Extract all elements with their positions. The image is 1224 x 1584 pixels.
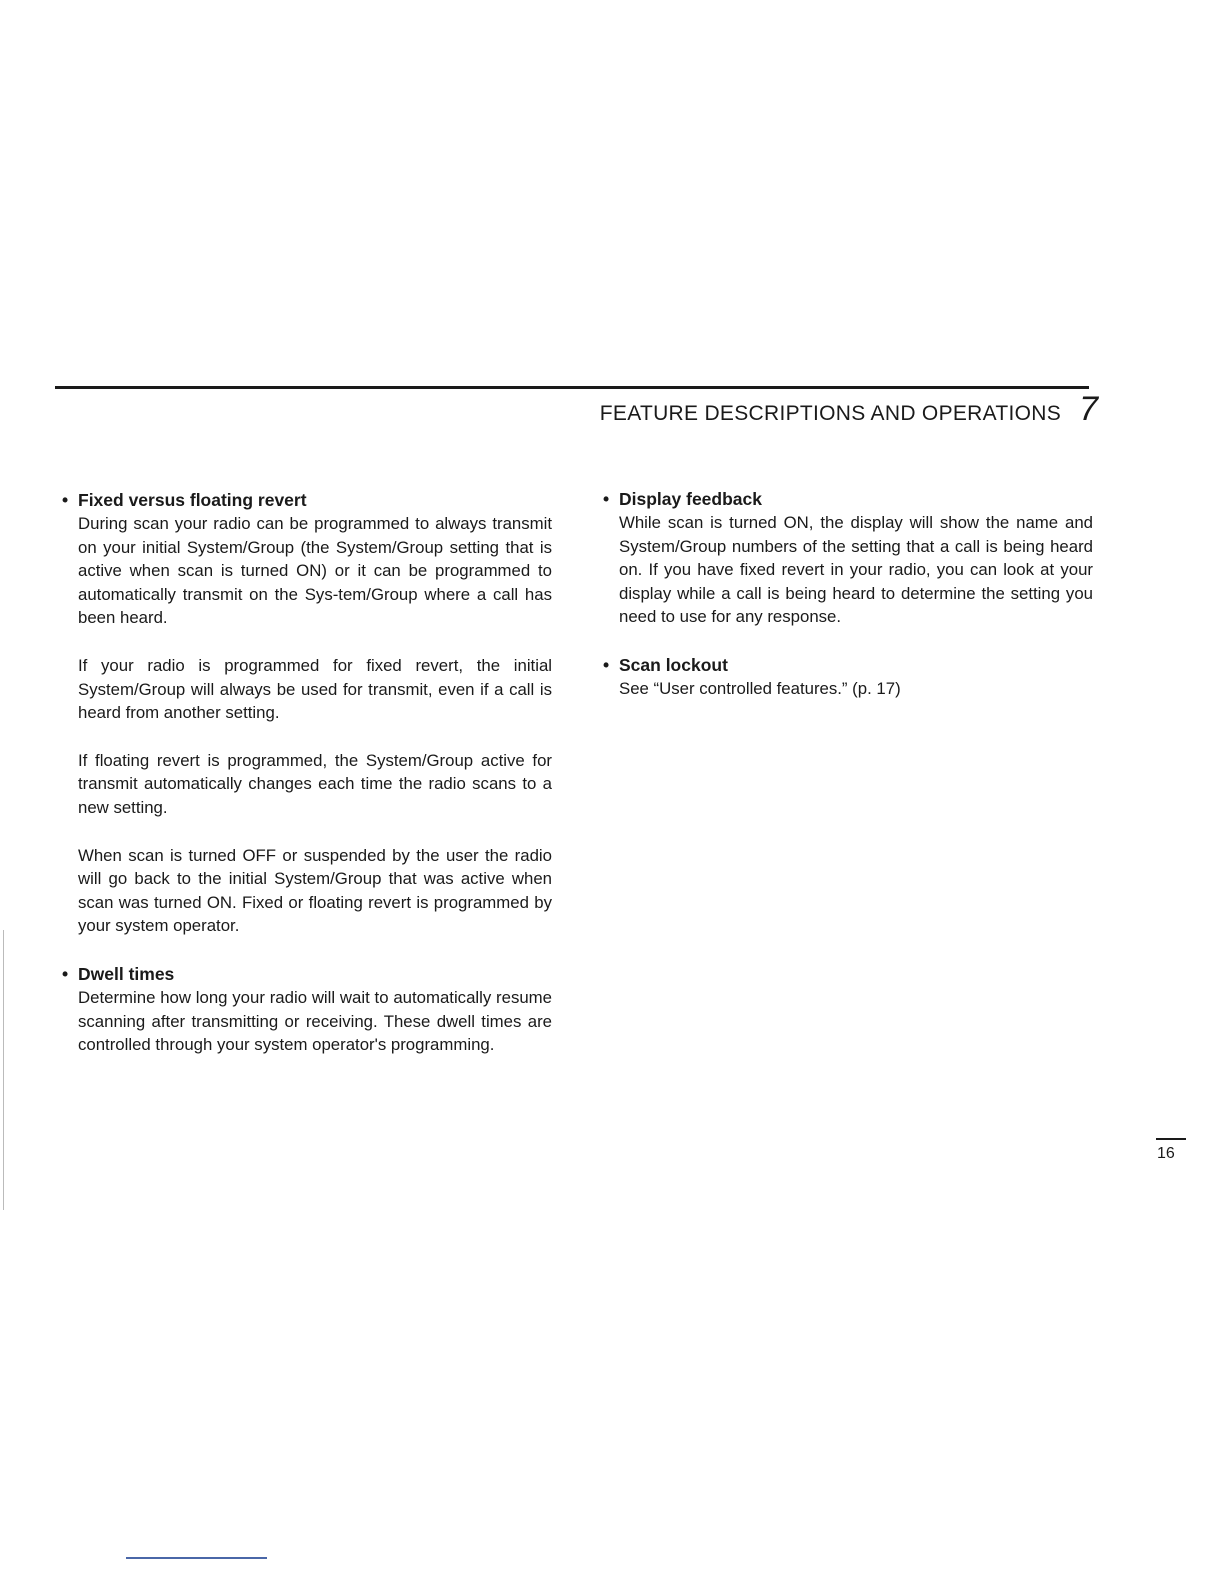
- section-dwell-times: [62, 962, 552, 1057]
- section-heading-text: Scan lockout: [619, 654, 728, 675]
- paragraph: If floating revert is programmed, the System/Group active for transmit automatically changes each time the radio scans to a new setting.: [78, 750, 552, 817]
- section-scan-lockout: [603, 653, 1093, 701]
- chapter-number: 7: [1079, 390, 1098, 428]
- section-heading: [603, 653, 1093, 677]
- paragraph: Determine how long your radio will wait to automatically resume scanning after transmitting or receiving. These dwell times are controlled through your system operator's programming.: [78, 987, 552, 1055]
- header-rule: [55, 386, 1089, 389]
- section-display-feedback: [603, 487, 1093, 629]
- bullet-icon: •: [62, 963, 69, 984]
- chapter-title: FEATURE DESCRIPTIONS AND OPERATIONS: [599, 402, 1062, 425]
- section-fixed-floating-revert: [62, 488, 552, 938]
- chapter-header: [600, 392, 1098, 426]
- paragraph: While scan is turned ON, the display will show the name and System/Group numbers of the setting that a call is being heard on. If you have fixed revert in your radio, you can look at your display while a call is being heard to determine the setting you need to use for any response.: [619, 513, 1093, 627]
- bullet-icon: •: [603, 489, 610, 509]
- section-heading-text: Dwell times: [78, 963, 175, 984]
- paragraph: If your radio is programmed for fixed revert, the initial System/Group will always be used for transmit, even if a call is heard from another setting.: [78, 655, 552, 723]
- paragraph: When scan is turned OFF or suspended by the user the radio will go back to the initial System/Group that was active when scan was turned ON. Fixed or floating revert is programmed by your system operator.: [78, 845, 552, 936]
- section-heading: [603, 487, 1093, 511]
- page-number: 16: [1157, 1145, 1175, 1162]
- bullet-icon: •: [62, 490, 69, 510]
- right-column: [603, 487, 1093, 725]
- paragraph: During scan your radio can be programmed to always transmit on your initial System/Group (the System/Group setting that is active when scan is turned ON) or it can be programmed to automatically transmit on the Sys-tem/Group where a call has been heard.: [78, 514, 552, 628]
- section-heading: [62, 488, 552, 512]
- footer-line: [126, 1557, 267, 1559]
- scan-margin-line: [3, 930, 4, 1210]
- bullet-icon: •: [603, 654, 610, 675]
- left-column: [62, 488, 552, 1081]
- section-heading-text: Fixed versus floating revert: [78, 490, 307, 510]
- page-number-rule: [1156, 1138, 1186, 1140]
- section-heading: [62, 962, 552, 986]
- section-heading-text: Display feedback: [619, 489, 762, 509]
- paragraph: See “User controlled features.” (p. 17): [619, 678, 901, 698]
